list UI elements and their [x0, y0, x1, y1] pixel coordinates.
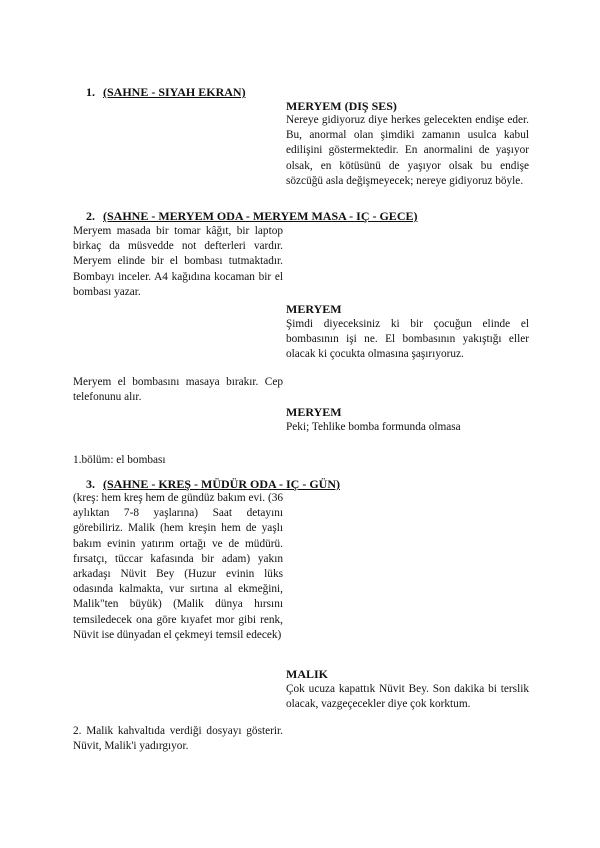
scene-1-dialogue: Nereye gidiyoruz diye herkes gelecekten endişe eder. Bu, anormal olan şimdiki zamanın usulca kabul edilişini göstermektedir. En anormalini de yaşıyor olsak, en kötüsünü de yaşıyor olsak bu endişe sözcüğü asla değişmeyecek; nereye gidiyoruz böyle.: [286, 114, 529, 187]
scene-2-number: 2.: [86, 209, 95, 223]
scene-1-number: 1.: [86, 85, 95, 99]
scene-1-heading: [86, 85, 246, 100]
scene-3-heading: [86, 477, 340, 492]
scene-3-heading-text: (SAHNE - KREŞ - MÜDÜR ODA - IÇ - GÜN): [103, 477, 340, 491]
scene-3-dialogue-1: Çok ucuza kapattık Nüvit Bey. Son dakika bi terslik olacak, vazgeçecekler diye çok korktum.: [286, 683, 529, 711]
scene-3-action-2: 2. Malik kahvaltıda verdiği dosyayı gösterir. Nüvit, Malik'i yadırgıyor.: [73, 725, 283, 753]
scene-3-character-1: MALIK: [286, 667, 328, 681]
scene-2-action-2: Meryem el bombasını masaya bırakır. Cep telefonunu alır.: [73, 376, 283, 404]
scene-1-heading-text: (SAHNE - SIYAH EKRAN): [103, 85, 246, 99]
scene-2-character-1: MERYEM: [286, 302, 342, 316]
scene-2-heading-text: (SAHNE - MERYEM ODA - MERYEM MASA - IÇ - GECE): [103, 209, 418, 223]
scene-2-action-1: Meryem masada bir tomar kâğıt, bir laptop birkaç da müsvedde not defterleri vardır. Meryem elinde bir el bombası tutmaktadır. Bombayı inceler. A4 kağıdına kocaman bir el bombası yazar.: [73, 225, 283, 298]
scene-1-character: MERYEM (DIŞ SES): [286, 99, 397, 113]
scene-2-heading: [86, 209, 417, 224]
scene-3-action-1: (kreş: hem kreş hem de gündüz bakım evi. (36 aylıktan 7-8 yaşlarına) Saat detayını görebiliriz. Malik (hem kreşin hem de yaşlı bakım evinin yatırım ortağı ve de müdürü. fırsatçı, tüccar kafasında bir adam) yakın arkadaşı Nüvit Bey (Huzur evinin lüks odasında kalmakta, vur sırtına al ekmeğini, Malik"ten büyük) (Malik dünya hırsını temsiledecek ona göre kıyafet mor gibi renk, Nüvit ise dünyadan el çekmeyi temsil edecek): [73, 492, 283, 641]
scene-2-dialogue-2: Peki; Tehlike bomba formunda olmasa: [286, 421, 461, 433]
scene-2-character-2: MERYEM: [286, 405, 342, 419]
section-note: 1.bölüm: el bombası: [73, 454, 166, 466]
scene-3-number: 3.: [86, 477, 95, 491]
scene-2-dialogue-1: Şimdi diyeceksiniz ki bir çocuğun elinde el bombasının işi ne. El bombasının yakıştığı eller olacak ki çocukta olmasına şaşırıyoruz.: [286, 318, 529, 361]
